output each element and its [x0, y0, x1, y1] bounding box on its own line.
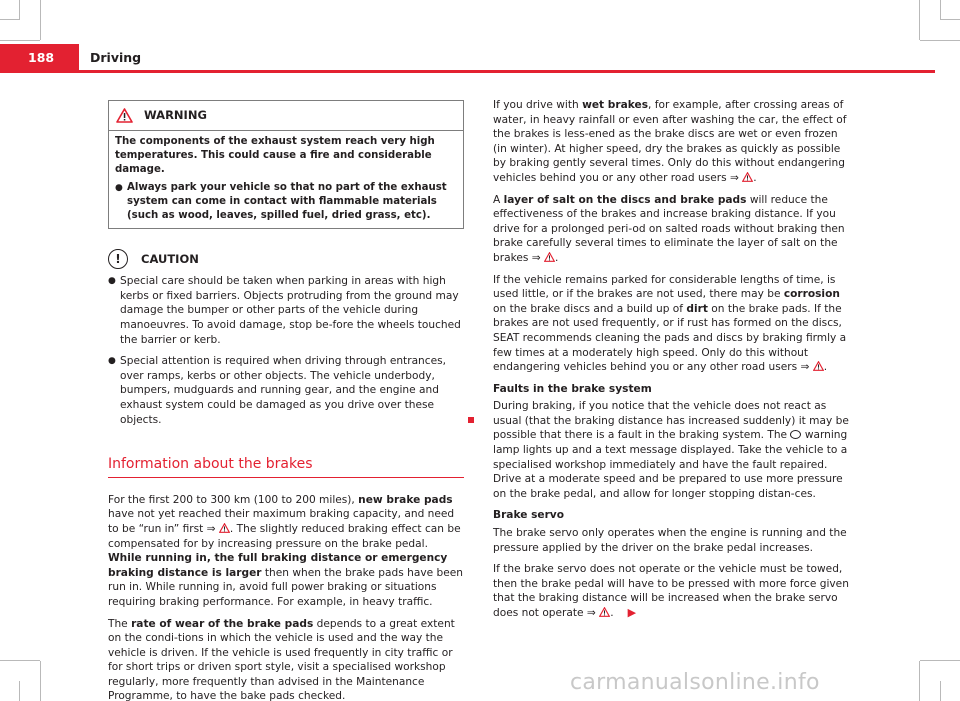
warning-title: WARNING: [144, 108, 207, 123]
section-end-icon: [468, 417, 474, 423]
continue-arrow-icon: ▶: [627, 606, 637, 619]
watermark: carmanualsonline.info: [570, 670, 820, 695]
crop-mark: [919, 0, 920, 40]
bullet-icon: ●: [115, 182, 123, 193]
crop-mark: [19, 681, 20, 701]
section-heading: Information about the brakes: [108, 457, 464, 478]
warning-bullet-text: Always park your vehicle so that no part of the exhaust system can come in contact with flammable materials (such as wood, leaves, spilled fuel, dried grass, etc).: [127, 181, 447, 222]
servo-paragraph: The brake servo only operates when the engine is running and the pressure applied by the driver on the brake pedal increases.: [493, 527, 847, 554]
servo-heading: Brake servo: [493, 509, 564, 522]
bullet-icon: ●: [108, 356, 116, 367]
crop-mark: [19, 0, 20, 20]
crop-mark: [40, 661, 41, 701]
crop-mark: [0, 660, 40, 661]
salt-layer-paragraph: A layer of salt on the discs and brake pads will reduce the effectiveness of the brakes and increase braking distance. If you drive for a prolonged peri-od on salted roads without braking then brake carefully several times to eliminate the layer of salt on the brakes ⇒ .: [493, 193, 845, 264]
caution-bullet: [108, 354, 464, 427]
faults-heading: Faults in the brake system: [493, 382, 652, 395]
crop-mark: [40, 0, 41, 40]
warning-reference-icon[interactable]: [742, 172, 753, 182]
crop-mark: [919, 661, 920, 701]
page-number: 188: [28, 50, 55, 65]
servo-paragraph: If the brake servo does not operate or the vehicle must be towed, then the brake pedal will have to be pressed with more force given that the braking distance will be increased when the brake servo does not operate ⇒ . ▶: [493, 563, 849, 619]
caution-header: [108, 247, 464, 271]
crop-mark: [940, 19, 960, 20]
warning-box: [108, 100, 464, 229]
warning-reference-icon[interactable]: [219, 523, 230, 533]
chapter-title: Driving: [90, 50, 142, 65]
warning-reference-icon[interactable]: [599, 607, 610, 617]
left-column: [108, 100, 464, 701]
bullet-icon: ●: [108, 276, 116, 287]
warning-header: [109, 101, 463, 131]
caution-bullet: [108, 274, 464, 347]
wet-brakes-paragraph: If you drive with wet brakes, for example, after crossing areas of water, in heavy rainfall or even after washing the car, the effect of the brakes is less-ened as the brake discs are wet or even frozen (in winter). At higher speed, dry the brakes as quickly as possible by braking gently several times. Only do this without endangering vehicles behind you or any other road users ⇒ .: [493, 99, 847, 184]
caution-bullet-text: Special attention is required when driving through entrances, over ramps, kerbs or other objects. The vehicle underbody, bumpers, mudguards and running gear, and the engine and exhaust system could be damaged as you drive over these objects.: [120, 354, 464, 427]
crop-mark: [940, 0, 941, 20]
right-column: [493, 98, 850, 628]
crop-mark: [920, 660, 960, 661]
caution-bullet-text: Special care should be taken when parking in areas with high kerbs or fixed barriers. Objects protruding from the ground may damage the bumper or other parts of the vehicle during manoeuvres. To avoid damage, stop be-fore the wheels touched the barrier or kerb.: [120, 275, 461, 346]
warning-reference-icon[interactable]: [813, 361, 824, 371]
corrosion-paragraph: If the vehicle remains parked for considerable lengths of time, is used little, or if the brakes are not used, there may be corrosion on the brake discs and a build up of dirt on the brake pads. If the brakes are not used frequently, or if rust has formed on the discs, SEAT recommends cleaning the pads and discs by braking firmly a few times at a moderately high speed. Only do this without endangering vehicles behind you or any other road users ⇒ .: [493, 273, 847, 374]
warning-bullet: [115, 181, 457, 224]
crop-mark: [0, 40, 40, 41]
warning-reference-icon[interactable]: [544, 252, 555, 262]
brakes-paragraph: The rate of wear of the brake pads depends to a great extent on the condi-tions in which the vehicle is used and the way the vehicle is driven. If the vehicle is used frequently in city traffic or for short trips or driven sport style, visit a specialised workshop regularly, more frequently than advised in the Maintenance Programme, to have the bake pads checked.: [108, 617, 455, 701]
header-rule: [79, 70, 935, 73]
caution-title: CAUTION: [141, 251, 199, 266]
faults-paragraph: During braking, if you notice that the vehicle does not react as usual (that the braking distance has increased suddenly) it may be possible that there is a fault in the braking system. The warning lamp lights up and a text message displayed. Take the vehicle to a specialised workshop immediately and have the fault repaired. Drive at a moderate speed and be prepared to use more pressure on the brake pedal, and allow for longer stopping distan-ces.: [493, 400, 849, 500]
brake-warning-lamp-icon: [790, 430, 801, 439]
warning-triangle-icon: [116, 108, 133, 123]
crop-mark: [940, 681, 941, 701]
caution-circle-icon: !: [108, 249, 128, 269]
warning-body: [109, 131, 463, 228]
crop-mark: [0, 19, 20, 20]
brakes-paragraph: For the first 200 to 300 km (100 to 200 miles), new brake pads have not yet reached their maximum braking capacity, and need to be “run in” first ⇒ . The slightly reduced braking effect can be compensated for by increasing pressure on the brake pedal. While running in, the full braking distance or emergency braking distance is larger then when the brake pads have been run in. While running in, avoid full power braking or situations requiring braking performance. For example, in heavy traffic.: [108, 493, 463, 608]
warning-paragraph: The components of the exhaust system reach very high temperatures. This could cause a fire and considerable damage.: [115, 136, 435, 176]
crop-mark: [920, 40, 960, 41]
